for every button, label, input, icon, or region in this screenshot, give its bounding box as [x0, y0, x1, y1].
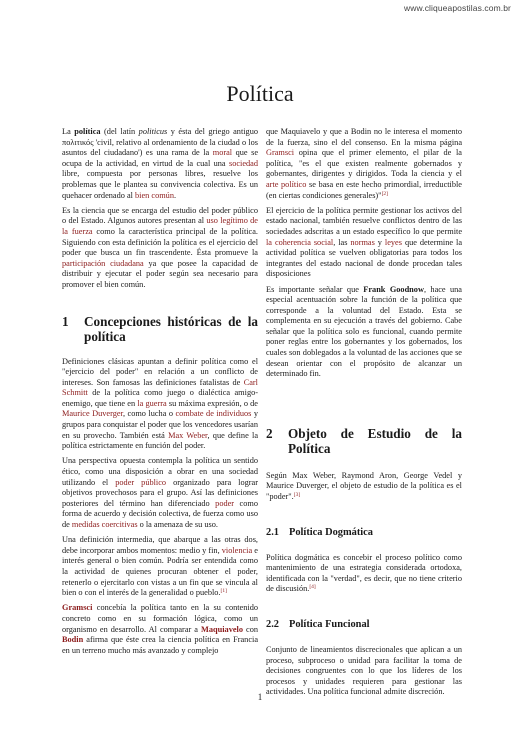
text: Definiciones clásicas apuntan a definir política como el "ejercicio del poder" en relación a un conflicto de intereses. Son famosas las definiciones fatalistas de	[62, 356, 258, 387]
text: libre, compuesta por personas libres, resuelve los problemas que le plantea su convivencia colectiva. Es un quehacer ordenado al	[62, 169, 258, 200]
link-poder-publico[interactable]: poder público	[115, 477, 167, 487]
link-coherencia-social[interactable]: la coherencia social	[266, 237, 334, 247]
paragraph	[266, 645, 462, 698]
text: y ésta del griego antiguo	[167, 127, 258, 136]
link-combate-individuos[interactable]: combate de individuos	[175, 409, 252, 419]
greek-term: πολιτικός	[62, 137, 94, 147]
text: que Maquiavelo y que a Bodin no le interesa el momento de la fuerza, sino el del consenso. En la misma página	[266, 127, 462, 147]
section-heading-2	[266, 426, 462, 456]
section-heading-1	[62, 314, 258, 344]
intro-paragraph	[62, 127, 258, 201]
link-maquiavelo[interactable]: Maquiavelo	[201, 624, 243, 634]
section-number: 1	[62, 313, 69, 329]
text: , las	[333, 237, 351, 247]
link-violencia[interactable]: violencia	[221, 545, 253, 555]
text: o la amenaza de su uso.	[137, 520, 218, 529]
watermark: www.cliqueapostilas.com.br	[403, 3, 511, 13]
paragraph	[266, 127, 462, 201]
subsection-title: Política Dogmática	[289, 526, 373, 538]
text: que se ocupa de la actividad, en virtud de la cual una	[62, 148, 258, 168]
paragraph	[266, 553, 462, 595]
text: como la característica principal de la política. Siguiendo con esta definición la política es el ejercicio del poder que busca un fin trascendente. Ésta promueve la	[62, 226, 258, 258]
article-title: Política	[226, 81, 294, 106]
text: de la política como juego o dialéctica amigo-enemigo, que tiene en	[62, 388, 258, 408]
text: El ejercicio de la política permite gestionar los activos del estado nacional, también resuelve conflictos dentro de las sociedades adscritas a un estado específico lo que permite	[266, 205, 462, 236]
text: e interés general o bien común. Podría ser entendida como la actividad de quienes procuran obtener el poder, retenerlo o ejercitarlo con vistas a un fin que se vincula al bien o con el interés de la generalidad o pueblo.	[62, 545, 258, 598]
link-medidas-coercitivas[interactable]: medidas coercitivas	[71, 520, 138, 529]
citation-2[interactable]: [2]	[381, 190, 388, 197]
text: ya que posee la capacidad de distribuir y ejecutar el poder según sea necesario para promover el bien común.	[62, 258, 258, 289]
text: su máxima expresión, o de	[166, 398, 258, 408]
text: , como lucha o	[122, 409, 176, 419]
text: como forma de acuerdo y decisión colectiva, de fuerza como uso de	[62, 498, 258, 529]
subsection-number: 2.1	[266, 526, 279, 538]
citation-4[interactable]: [4]	[309, 584, 316, 591]
paragraph	[266, 471, 462, 503]
paragraph	[62, 456, 258, 530]
section-title: Objeto de Estudio de la Política	[288, 425, 462, 456]
link-max-weber[interactable]: Max Weber	[168, 430, 208, 440]
link-normas[interactable]: normas	[350, 237, 375, 247]
subsection-title: Política Funcional	[289, 619, 370, 630]
link-leyes[interactable]: leyes	[384, 237, 402, 247]
term-politicus: politicus	[138, 127, 168, 136]
section-title: Concepciones históricas de la política	[84, 313, 258, 344]
link-la-guerra[interactable]: la guerra	[137, 398, 167, 408]
text: organizado para lograr objetivos provechosos para el grupo. Así las definiciones posteriores del término han diferenciado	[62, 477, 258, 508]
citation-3[interactable]: [3]	[293, 492, 301, 499]
paragraph	[62, 603, 258, 656]
text: Es importante señalar que	[266, 284, 364, 294]
page-number: 1	[257, 692, 263, 702]
link-gramsci[interactable]: Gramsci	[62, 603, 93, 613]
section-number: 2	[266, 425, 273, 441]
text: Según Max Weber, Raymond Aron, George Vedel y Maurice Duverger, el objeto de estudio de la política es el "poder".	[266, 470, 462, 502]
text: concebía la política tanto en la su contenido concreto como en su formación lógica, como un organismo en desarrollo. Al comparar a	[62, 603, 258, 634]
text: y grupos para conquistar el poder que los vencedores usarían en su provecho. También está	[62, 409, 259, 440]
text: y	[374, 237, 385, 247]
text: Una perspectiva opuesta contempla la política un sentido ético, como una disposición a obrar en una sociedad utilizando el	[62, 456, 258, 487]
link-sociedad[interactable]: sociedad	[228, 158, 258, 168]
subsection-heading-2-2	[266, 619, 462, 631]
link-arte-politico[interactable]: arte político	[266, 179, 307, 189]
text: , hace una especial acentuación sobre la función de la política que corresponde a la voluntad del Estado. Esta se complementa en su ejecución a través del gobierno. Cabe señalar que la política solo es funcional, cuando permite poner reglas entre los gobernantes y los gobernados, los cuales son doblegados a la voluntad de las acciones que se desean orientar con el propósito de alcanzar un determinado fin.	[266, 284, 462, 379]
text: .	[173, 190, 177, 200]
text: afirma que éste crea la ciencia política en Francia en un terreno mucho más avanzado y complejo	[62, 635, 258, 655]
text: que determine la actividad política se vuelven obligatorias para todos los integrantes del estado nacional de donde procedan tales disposiciones	[266, 237, 462, 279]
link-bien-comun[interactable]: bien común	[135, 190, 174, 200]
text: Una definición intermedia, que abarque a las otras dos, debe incorporar ambos momentos: medio y fin,	[62, 535, 258, 555]
text: Es la ciencia que se encarga del estudio del poder público o del Estado. Algunos autores presentan al	[62, 205, 258, 226]
text: 'civil, relativo al ordenamiento de la ciudad o los asuntos del ciudadano') es una rama de la	[62, 137, 258, 158]
link-bodin[interactable]: Bodin	[62, 635, 84, 645]
left-column	[62, 127, 258, 661]
text: con	[242, 624, 259, 634]
text: , que define la política estrictamente en función del poder.	[62, 430, 258, 451]
citation-1[interactable]: [1]	[220, 588, 227, 595]
paragraph	[62, 535, 258, 599]
paragraph	[62, 357, 258, 452]
term-frank-goodnow: Frank Goodnow	[363, 284, 424, 294]
paragraph	[266, 206, 462, 280]
text: se basa en este hecho primordial, irreductible (en ciertas condiciones generales)"	[266, 179, 462, 200]
link-gramsci[interactable]: Gramsci	[266, 148, 295, 158]
subsection-heading-2-1	[266, 527, 462, 539]
link-maurice-duverger[interactable]: Maurice Duverger	[62, 409, 123, 419]
text: Política dogmática es concebir el proceso político como mantenimiento de una estrategia considerada ortodoxa, identificada con la "verdad", es decir, que no tiene criterio de discusión.	[266, 552, 462, 594]
link-poder[interactable]: poder	[215, 498, 235, 508]
link-moral[interactable]: moral	[212, 148, 233, 158]
link-uso-legitimo[interactable]: uso legítimo de la fuerza	[62, 216, 258, 236]
right-column	[266, 127, 462, 703]
paragraph	[266, 285, 462, 380]
text: opina que el primer elemento, el pilar de la política, "es el que existen realmente gobernados y gobernantes, dirigentes y dirigidos. Toda la ciencia y el	[266, 148, 462, 179]
text: Conjunto de lineamientos discrecionales que aplican a un proceso, subproceso o unidad para facilitar la toma de decisiones congruentes con lo que los líderes de los procesos y unidades requieren para gestionar las actividades. Una política funcional admite discreción.	[266, 645, 462, 697]
text: (del latín	[100, 127, 139, 136]
subsection-number: 2.2	[266, 619, 279, 630]
link-participacion-ciudadana[interactable]: participación ciudadana	[62, 258, 144, 268]
link-carl-schmitt[interactable]: Carl Schmitt	[62, 377, 258, 398]
text: La	[62, 127, 75, 136]
term-politica: política	[74, 127, 101, 136]
paragraph	[62, 206, 258, 291]
